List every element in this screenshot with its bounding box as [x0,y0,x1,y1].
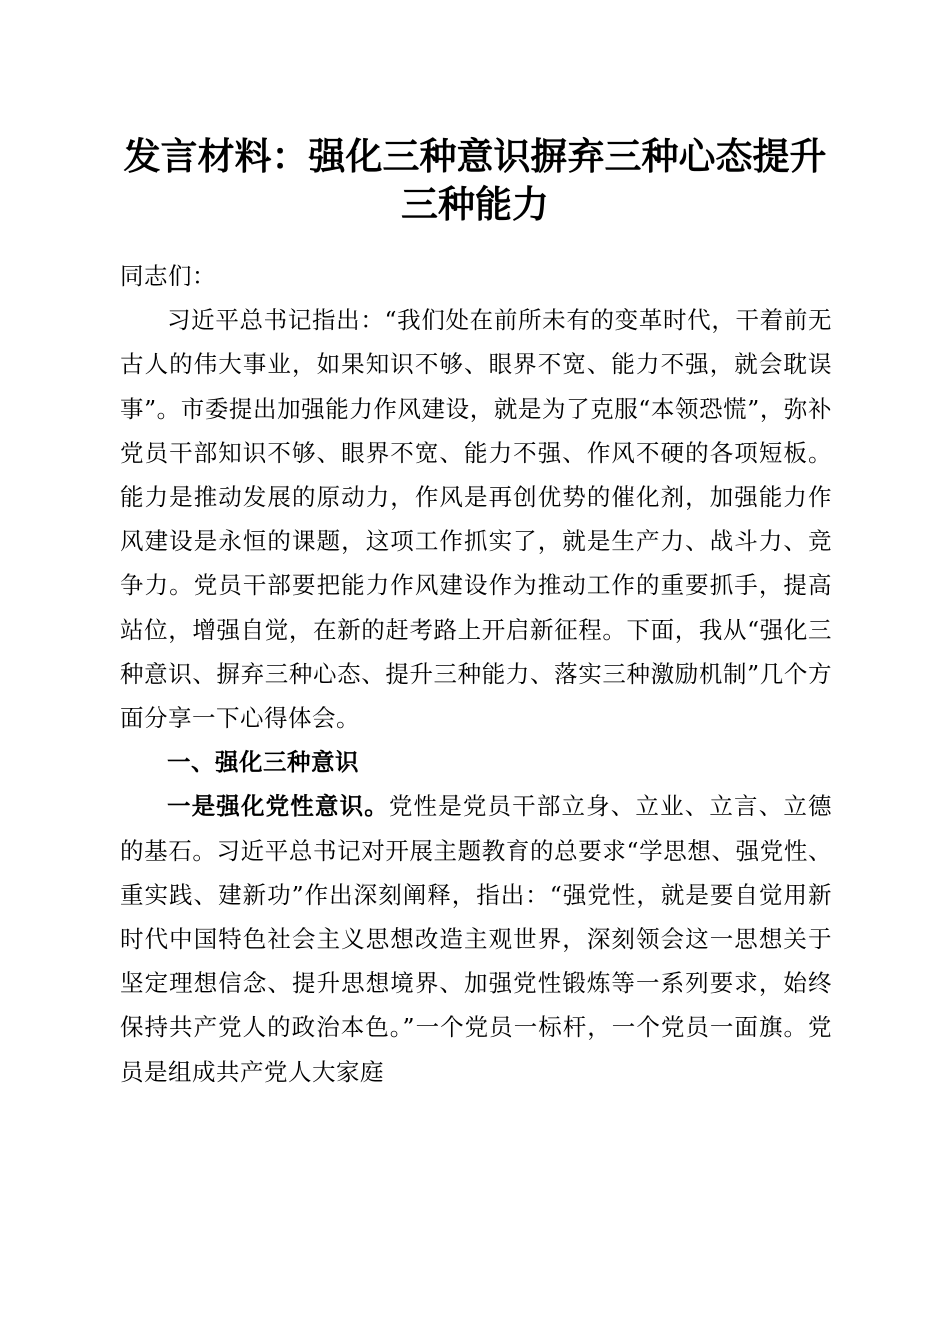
section-heading [120,740,832,784]
intro-paragraph: 习近平总书记指出：“我们处在前所未有的变革时代，干着前无古人的伟大事业，如果知识不够、眼界不宽、能力不强，就会耽误事”。市委提出加强能力作风建设，就是为了克服“本领恐慌”，弥补党员干部知识不够、眼界不宽、能力不强、作风不硬的各项短板。能力是推动发展的原动力，作风是再创优势的催化剂，加强能力作风建设是永恒的课题，这项工作抓实了，就是生产力、战斗力、竞争力。党员干部要把能力作风建设作为推动工作的重要抓手，提高站位，增强自觉，在新的赶考路上开启新征程。下面，我从“强化三种意识、摒弃三种心态、提升三种能力、落实三种激励机制”几个方面分享一下心得体会。 [120,306,832,733]
section1-paragraph [120,784,832,1093]
paragraph-lead: 一是强化党性意识。 [167,792,389,821]
salutation: 同志们： [120,262,216,290]
paragraph-body: 党性是党员干部立身、立业、立言、立德的基石。习近平总书记对开展主题教育的总要求“学思想、强党性、重实践、建新功”作出深刻阐释，指出：“强党性，就是要自觉用新时代中国特色社会主义思想改造主观世界，深刻领会这一思想关于坚定理想信念、提升思想境界、加强党性锻炼等一系列要求，始终保持共产党人的政治本色。”一个党员一标杆，一个党员一面旗。党员是组成共产党人大家庭 [120,792,833,1086]
section-heading-text: 一、强化三种意识 [167,748,359,777]
document-body [120,254,832,1094]
document-title: 发言材料：强化三种意识摒弃三种心态提升三种能力 [123,134,827,226]
